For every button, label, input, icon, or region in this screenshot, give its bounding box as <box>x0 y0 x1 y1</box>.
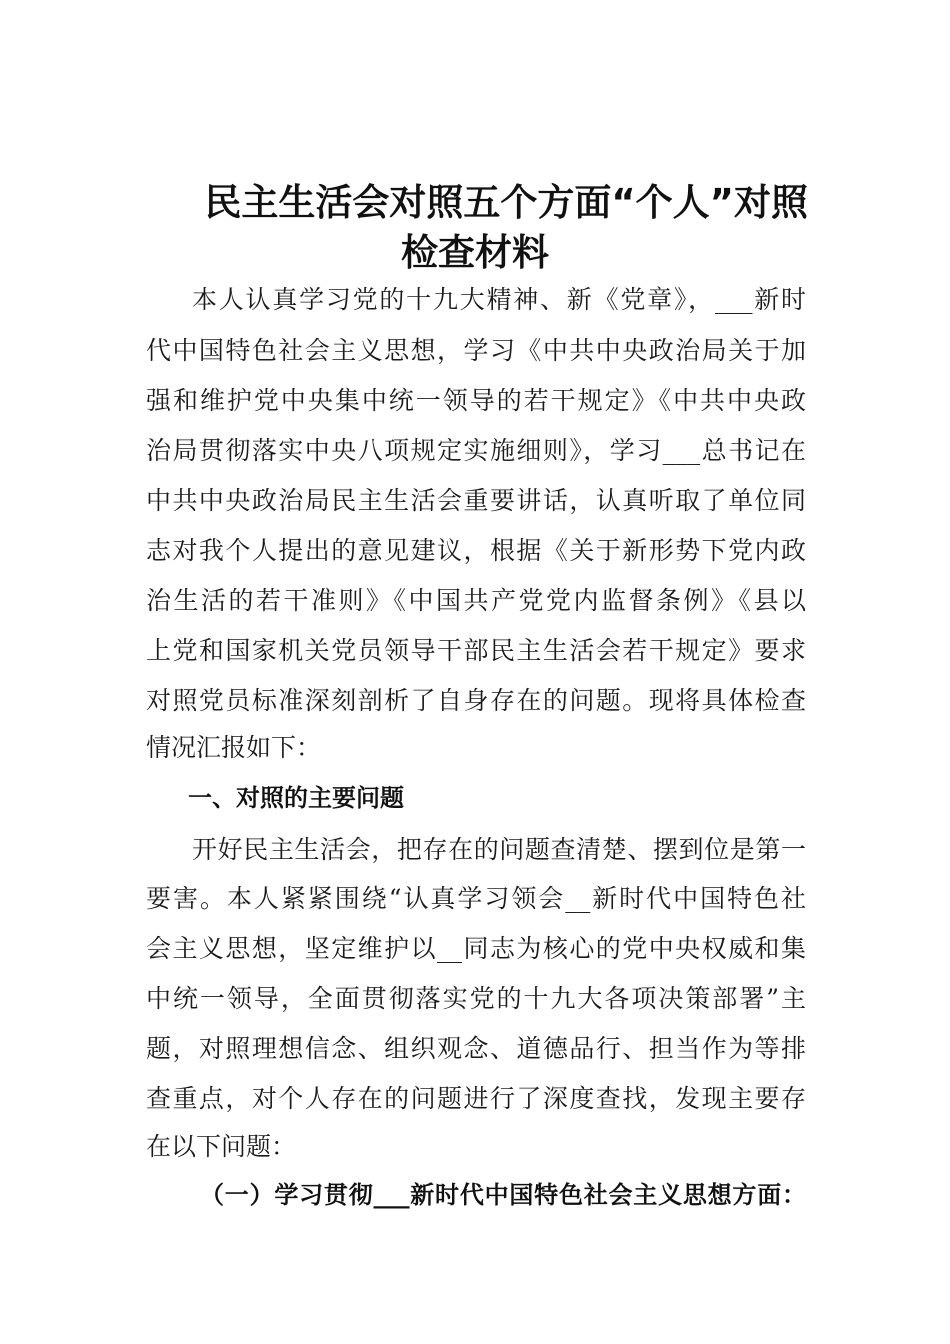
paragraph-2-line: 要害。本人紧紧围绕“认真学习领会__新时代中国特色社 <box>146 884 806 913</box>
paragraph-1-line: 志对我个人提出的意见建议，根据《关于新形势下党内政 <box>146 536 806 565</box>
paragraph-2-line: 会主义思想，坚定维护以__同志为核心的党中央权威和集 <box>146 934 806 963</box>
subsection-heading-1: （一）学习贯彻___新时代中国特色社会主义思想方面： <box>200 1181 806 1209</box>
section-heading-1: 一、对照的主要问题 <box>188 784 404 812</box>
paragraph-1-line: 强和维护党中央集中统一领导的若干规定》《中共中央政 <box>146 386 806 415</box>
paragraph-1-line: 代中国特色社会主义思想，学习《中共中央政治局关于加 <box>146 336 806 365</box>
paragraph-2-line: 在以下问题： <box>146 1132 297 1161</box>
paragraph-1-line: 对照党员标准深刻剖析了自身存在的问题。现将具体检查 <box>146 686 806 715</box>
paragraph-2-line: 查重点，对个人存在的问题进行了深度查找，发现主要存 <box>146 1084 806 1113</box>
paragraph-1-line: 上党和国家机关党员领导干部民主生活会若干规定》要求 <box>146 636 806 665</box>
paragraph-1-line: 治局贯彻落实中央八项规定实施细则》，学习___总书记在 <box>146 436 806 465</box>
paragraph-1-line: 治生活的若干准则》《中国共产党党内监督条例》《县以 <box>146 586 806 615</box>
paragraph-2-line: 题，对照理想信念、组织观念、道德品行、担当作为等排 <box>146 1034 806 1063</box>
paragraph-1-line: 本人认真学习党的十九大精神、新《党章》，___新时 <box>192 285 806 314</box>
document-title-line-2: 检查材料 <box>401 231 549 274</box>
paragraph-2-line: 中统一领导，全面贯彻落实党的十九大各项决策部署”主 <box>146 984 806 1013</box>
paragraph-2-line: 开好民主生活会，把存在的问题查清楚、摆到位是第一 <box>192 835 806 864</box>
document-title-line-1: 民主生活会对照五个方面“个人”对照 <box>204 181 808 224</box>
paragraph-1-line: 中共中央政治局民主生活会重要讲话，认真听取了单位同 <box>146 486 806 515</box>
paragraph-1-line: 情况汇报如下： <box>146 733 322 762</box>
